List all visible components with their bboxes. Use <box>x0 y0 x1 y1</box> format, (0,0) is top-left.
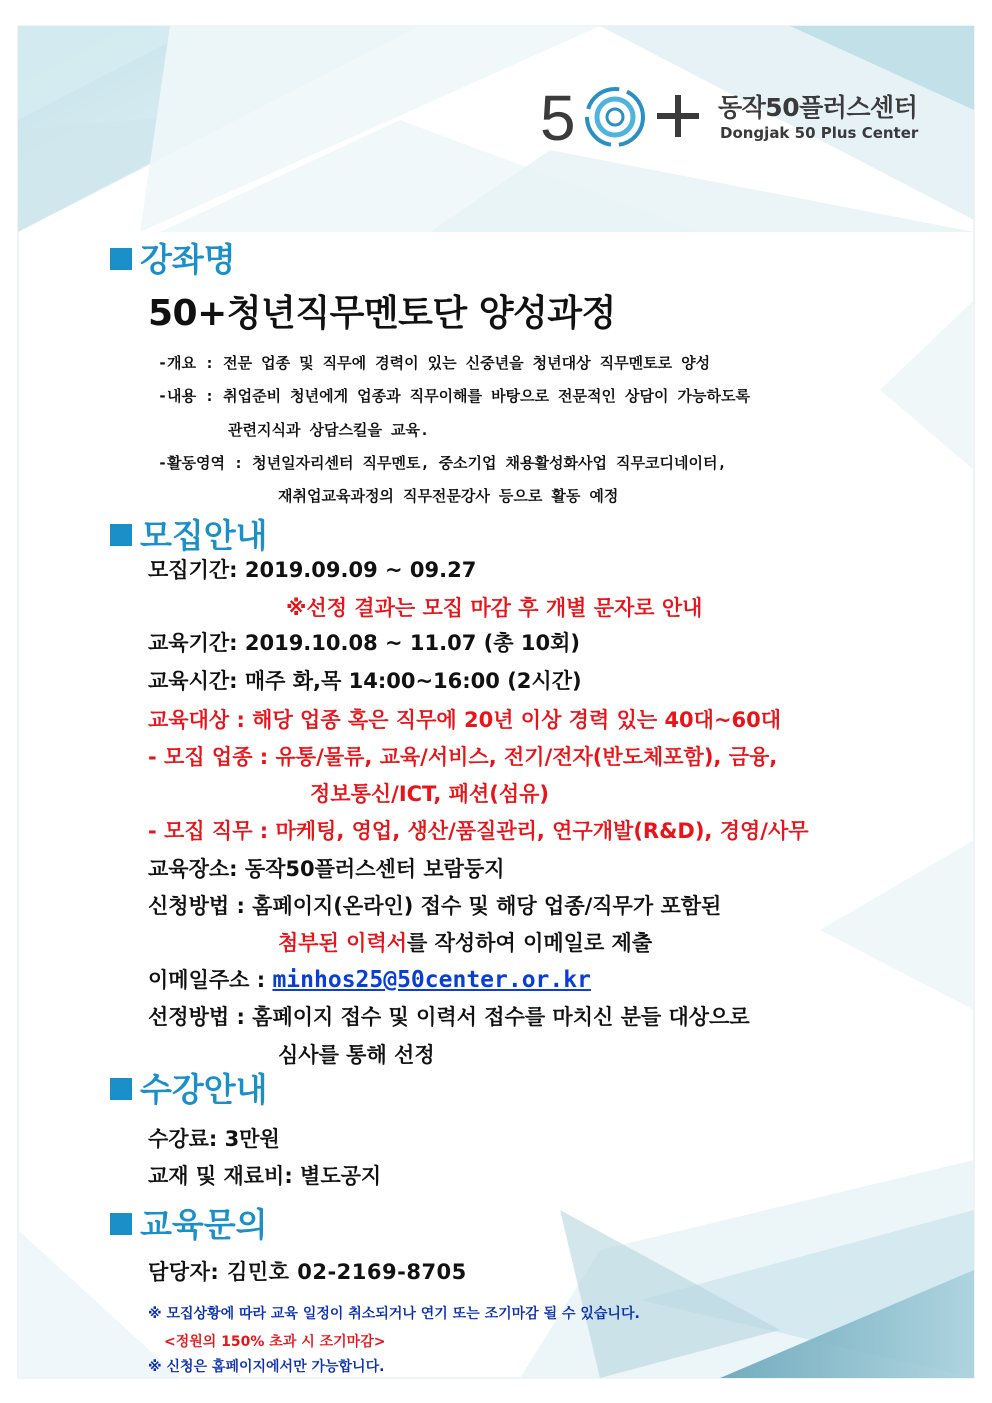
recruit-job: - 모집 직무 : 마케팅, 영업, 생산/품질관리, 연구개발(R&D), 경영/사무 <box>148 819 809 843</box>
email-link[interactable]: minhos25@50center.or.kr <box>272 967 591 993</box>
education-period: 교육기간: 2019.10.08 ~ 11.07 (총 10회) <box>148 631 580 655</box>
course-activity-cont: 재취업교육과정의 직무전문강사 등으로 활동 예정 <box>278 487 619 505</box>
logo-name-ko: 동작50플러스센터 <box>718 93 918 122</box>
course-title: 50+청년직무멘토단 양성과정 <box>148 293 616 334</box>
email-label: 이메일주소 : <box>148 968 273 992</box>
section-heading-course: 강좌명 <box>110 240 236 280</box>
logo-name-en: Dongjak 50 Plus Center <box>720 124 919 142</box>
square-bullet-icon <box>110 1078 132 1100</box>
email-row <box>148 966 591 994</box>
selection-method-cont: 심사를 통해 선정 <box>278 1043 435 1067</box>
notice-schedule: ※ 모집상황에 따라 교육 일정이 취소되거나 연기 또는 조기마감 될 수 있습니다. <box>148 1306 640 1322</box>
fifty-plus-logo-icon <box>540 82 710 152</box>
section-heading-contact: 교육문의 <box>110 1205 268 1245</box>
course-overview: -개요 : 전문 업종 및 직무에 경력이 있는 신중년을 청년대상 직무멘토로 양성 <box>158 354 711 372</box>
selection-method: 선정방법 : 홈페이지 접수 및 이력서 접수를 마치신 분들 대상으로 <box>148 1005 750 1029</box>
apply-method: 신청방법 : 홈페이지(온라인) 접수 및 해당 업종/직무가 포함된 <box>148 894 722 918</box>
apply-method-cont: 첨부된 이력서를 작성하여 이메일로 제출 <box>278 931 653 955</box>
course-content: -내용 : 취업준비 청년에게 업종과 직무이해를 바탕으로 전문적인 상담이 가능하도록 <box>158 387 751 405</box>
square-bullet-icon <box>110 248 132 270</box>
svg-text:5: 5 <box>540 82 576 152</box>
section-heading-recruit: 모집안내 <box>110 516 268 556</box>
square-bullet-icon <box>110 1213 132 1235</box>
recruit-industry-cont: 정보통신/ICT, 패션(섬유) <box>310 782 549 806</box>
material-fee: 교재 및 재료비: 별도공지 <box>148 1164 382 1188</box>
center-logo <box>540 82 960 152</box>
course-activity: -활동영역 : 청년일자리센터 직무멘토, 중소기업 채용활성화사업 직무코디네이터, <box>158 454 727 472</box>
education-place: 교육장소: 동작50플러스센터 보람둥지 <box>148 857 505 881</box>
contact-person: 담당자: 김민호 02-2169-8705 <box>148 1260 467 1284</box>
notice-early-close: <정원의 150% 초과 시 조기마감> <box>164 1334 386 1350</box>
attached-resume-text: 첨부된 이력서 <box>278 931 408 955</box>
education-time: 교육시간: 매주 화,목 14:00~16:00 (2시간) <box>148 669 582 693</box>
tuition-fee: 수강료: 3만원 <box>148 1127 280 1151</box>
notice-homepage-only: ※ 신청은 홈페이지에서만 가능합니다. <box>148 1359 385 1375</box>
education-target: 교육대상 : 해당 업종 혹은 직무에 20년 이상 경력 있는 40대~60대 <box>148 708 782 732</box>
recruit-period-note: ※선정 결과는 모집 마감 후 개별 문자로 안내 <box>286 596 703 620</box>
section-heading-fee: 수강안내 <box>110 1070 268 1110</box>
recruit-period: 모집기간: 2019.09.09 ~ 09.27 <box>148 558 477 582</box>
square-bullet-icon <box>110 524 132 546</box>
course-content-cont: 관련지식과 상담스킬을 교육. <box>228 421 429 439</box>
recruit-industry: - 모집 업종 : 유통/물류, 교육/서비스, 전기/전자(반도체포함), 금융, <box>148 745 778 769</box>
